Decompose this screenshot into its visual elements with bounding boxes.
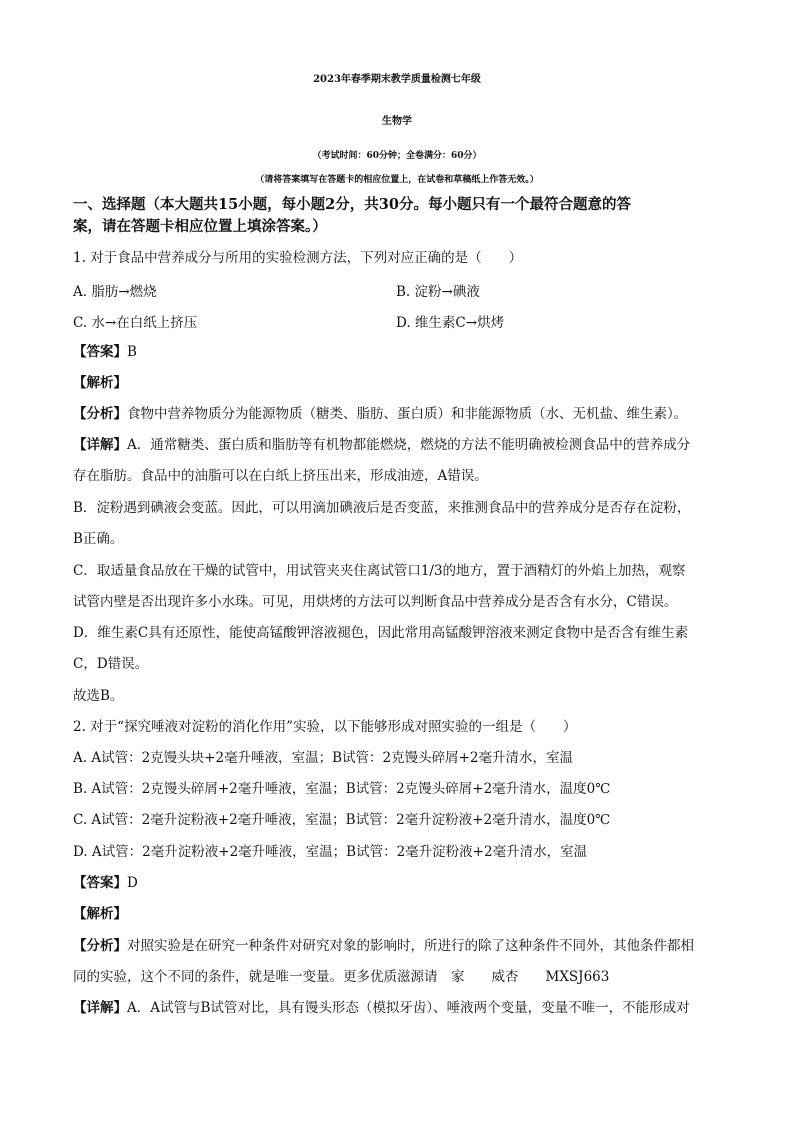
- q2-option-d: D. A试管：2毫升淀粉液+2毫升唾液，室温；B试管：2毫升淀粉液+2毫升清水，室温: [73, 844, 588, 860]
- answer-tag: 【答案】: [73, 344, 127, 360]
- q1-detail-a1: [73, 435, 723, 455]
- q1-detail-a1-text: A．通常糖类、蛋白质和脂肪等有机物都能燃烧，燃烧的方法不能明确被检测食品中的营养成分: [127, 437, 691, 453]
- q1-answer-line: [73, 342, 723, 362]
- exam-info: （考试时间：60分钟；全卷满分：60分）: [312, 151, 482, 161]
- q1-analysis-text: 食物中营养物质分为能源物质（糖类、脂肪、蛋白质）和非能源物质（水、无机盐、维生素）。: [127, 406, 688, 422]
- detail-tag: 【详解】: [73, 437, 127, 453]
- q1-detail-b2: B正确。: [73, 531, 124, 547]
- q1-detail-c1: C．取适量食品放在干燥的试管中，用试管夹夹住离试管口1/3的地方，置于酒精灯的外焰上加热，观察: [73, 563, 686, 579]
- exam-notice: （请将答案填写在答题卡的相应位置上，在试卷和草稿纸上作答无效。）: [255, 175, 539, 185]
- analysis-tag: 【分析】: [73, 406, 127, 422]
- q1-detail-b1: B．淀粉遇到碘液会变蓝。因此，可以用滴加碘液后是否变蓝，来推测食品中的营养成分是否存在淀粉，: [73, 500, 691, 516]
- q2-answer: D: [127, 875, 138, 891]
- q1-option-c: C. 水→在白纸上挤压: [73, 315, 198, 331]
- section-heading-line2: 案，请在答题卡相应位置上填涂答案。）: [73, 218, 327, 235]
- q2-jiexi-tag: 【解析】: [73, 906, 127, 922]
- subject-title: 生物学: [382, 116, 412, 127]
- q1-conclusion: 故选B。: [73, 688, 124, 704]
- q1-option-b: B. 淀粉→碘液: [396, 284, 480, 300]
- q2-analysis-text-1: 对照实验是在研究一种条件对研究对象的影响时，所进行的除了这种条件不同外，其他条件都相: [127, 938, 694, 954]
- q2-detail-a1-text: A．A试管与B试管对比，具有馒头形态（模拟牙齿）、唾液两个变量，变量不唯一，不能形成对: [127, 1000, 690, 1016]
- q2-option-c: C. A试管：2毫升淀粉液+2毫升唾液，室温；B试管：2毫升淀粉液+2毫升清水，温度0℃: [73, 812, 611, 828]
- q1-option-a: A. 脂肪→燃烧: [73, 284, 157, 300]
- q1-detail-d1: D．维生素C具有还原性，能使高锰酸钾溶液褪色，因此常用高锰酸钾溶液来测定食物中是否含有维生素: [73, 625, 689, 641]
- q2-analysis-1: [73, 936, 723, 956]
- q1-detail-d2: C，D错误。: [73, 656, 149, 672]
- q2-analysis-2: 同的实验，这个不同的条件，就是唯一变量。更多优质滋源请 家 威杏 MXSJ663: [73, 969, 610, 985]
- detail-tag: 【详解】: [73, 1000, 127, 1016]
- q2-detail-a1: [73, 998, 723, 1018]
- q1-analysis: [73, 404, 723, 424]
- q2-answer-line: [73, 873, 723, 893]
- q1-detail-a2: 存在脂肪。食品中的油脂可以在白纸上挤压出来，形成油迹，A错误。: [73, 468, 488, 484]
- q1-detail-c2: 试管内壁是否出现许多小水珠。可见，用烘烤的方法可以判断食品中营养成分是否含有水分，C错误。: [73, 594, 678, 610]
- analysis-tag: 【分析】: [73, 938, 127, 954]
- q1-stem: 1. 对于食品中营养成分与所用的实验检测方法，下列对应正确的是（ ）: [73, 250, 523, 266]
- answer-tag: 【答案】: [73, 875, 127, 891]
- q1-jiexi-tag: 【解析】: [73, 375, 127, 391]
- q1-option-d: D. 维生素C→烘烤: [396, 315, 505, 331]
- q2-option-a: A. A试管：2克馒头块+2毫升唾液，室温；B试管：2克馒头碎屑+2毫升清水，室温: [73, 750, 573, 766]
- q2-stem: 2. 对于“探究唾液对淀粉的消化作用”实验，以下能够形成对照实验的一组是（ ）: [73, 719, 577, 735]
- q1-answer: B: [127, 344, 137, 360]
- exam-title: 2023年春季期末教学质量检测七年级: [313, 74, 481, 85]
- q2-option-b: B. A试管：2克馒头碎屑+2毫升唾液，室温；B试管：2克馒头碎屑+2毫升清水，温度0℃: [73, 781, 611, 797]
- section-heading-line1: 一、选择题（本大题共15小题，每小题2分，共30分。每小题只有一个最符合题意的答: [73, 196, 631, 213]
